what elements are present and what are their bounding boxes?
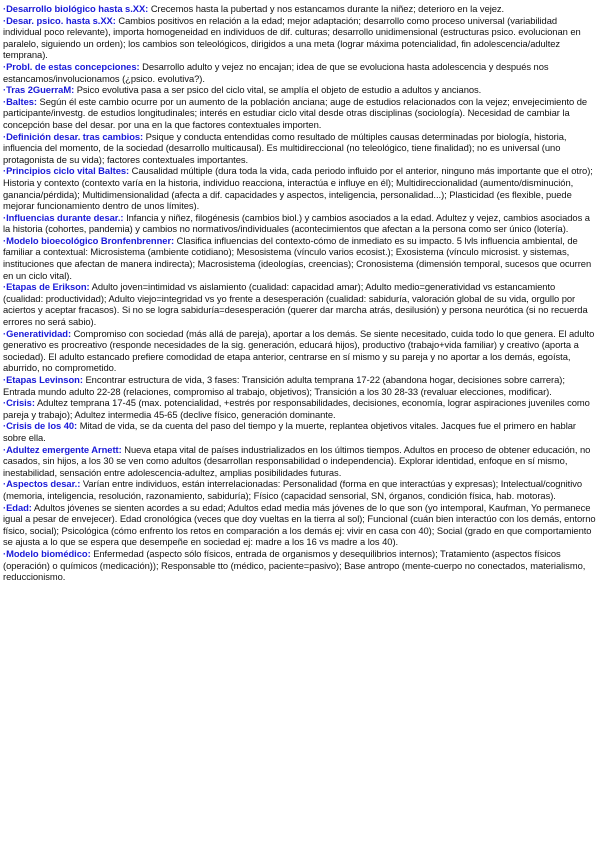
entry-term: ·Baltes: [3, 95, 37, 107]
entry-text: Compromiso con sociedad (más allá de pareja), aportar a los demás. Se siente necesitado, cuida todo lo que genera. El adulto generativo es procreativo (responde necesidades de la sig. generación, educará hijos), productivo (trabajo+vida familiar) y creativo (aporta a sociedad). El adulto estancado prefiere comodidad de etapa anterior, centrarse en sí mismo y su pareja y no aportar a los demás, egoísta, aburrido, no comprometido. [3, 327, 595, 374]
entry-crisis-40 [3, 420, 597, 443]
entry-text: Clasifica influencias del contexto-cómo de inmediato es su impacto. 5 lvls influencia ambiental, de familiar a contextual: Microsistema (ambiente cotidiano); Mesosistema (vínculo varios ecosist.); Exosistema (vínculo microsist. y sistemas, instituciones que afectan de manera indirecta); Macrosistema (ideologías, creencias); Cronosistema (dimensión temporal, sucesos que ocurren en un ciclo vital). [3, 234, 592, 281]
entry-term: ·Adultez emergente Arnett: [3, 443, 122, 455]
entry-text: Causalidad múltiple (dura toda la vida, cada periodo influido por el anterior, ninguno más importante que el otro); Historia y contexto (contexto varía en la historia, individuo reacciona, interactúa e influye en él); Multidireccionalidad (aumento/disminución, ganancia/pérdida); Multidimensionalidad (afecta a dif. capacidades y aspectos, inteligencia, personalidad...); Plasticidad (es flexible, puede mejorar funcionamiento dentro de unos límites). [3, 165, 593, 212]
entry-text: Según él este cambio ocurre por un aumento de la población anciana; auge de estudios relacionados con la vejez; envejecimiento de participante/investg. de estudios longitudinales; interés en estudiar ciclo vital desde otras disciplinas (sociología). Necesidad de cambiar la concepción base del desar. por una en la que factores contextuales importen. [3, 95, 588, 130]
entry-text: Infancia y niñez, filogénesis (cambios biol.) y cambios asociados a la edad. Adultez y vejez, cambios asociados a la historia (cohortes, pandemia) y cambios no normativos/individuales (acontecimientos que afectan a la persona como ser único (lotería). [3, 211, 590, 235]
entry-term: ·Principios ciclo vital Baltes: [3, 165, 130, 177]
entry-text: Encontrar estructura de vida, 3 fases: Transición adulta temprana 17-22 (abandona hogar, decisiones sobre carrera); Entrada mundo adulto 22-28 (relaciones, compromiso al trabajo, objetivos); Transición a los 30 28-33 (revaluar elecciones, modificar). [3, 374, 565, 397]
entry-modelo-biomedico [3, 548, 597, 583]
entry-erikson [3, 281, 597, 327]
entry-text: Cambios positivos en relación a la edad; mejor adaptación; desarrollo como proceso universal (variabilidad individual poco relevante), importa homogeneidad en individuos de dif. culturas; desarrollo unidimensional (estructuras psico. evolucionan en paralelo, siguiendo un orden); los cambios son teleológicos, dirigidos a una meta (lograr máxima potencialidad, fin adolescencia/adultez temprana). [3, 14, 581, 61]
entry-desarrollo-biologico [3, 3, 597, 15]
entry-text: Psico evolutiva pasa a ser psico del ciclo vital, se amplía el objeto de estudio a adultos y ancianos. [74, 84, 482, 96]
entry-crisis [3, 397, 597, 420]
entry-term: ·Crisis de los 40: [3, 420, 78, 432]
entry-text: Mitad de vida, se da cuenta del paso del tiempo y la muerte, replantea objetivos vitales. Jacques fue el primero en hablar sobre ella. [3, 420, 576, 443]
entry-term: ·Edad: [3, 501, 32, 513]
entry-definicion-desar [3, 131, 597, 166]
entry-text: Adultez temprana 17-45 (max. potencialidad, +estrés por responsabilidades, decisiones, economía, lograr aspiraciones juveniles como pareja y trabajo); Adultez intermedia 45-65 (declive físico, generación dominante. [3, 397, 590, 420]
entry-edad [3, 502, 597, 548]
entry-term: ·Generatividad: [3, 327, 72, 339]
entry-text: Adultos jóvenes se sienten acordes a su edad; Adultos edad media más jóvenes de lo que son (yo intemporal, Kaufman, Yo permanece igual a pesar de envejecer). Edad cronológica (veces que doy vueltas en la tierra al sol); Funcional (cuán bien interactúo con los demás, entorno físico, social); Psicológica (cómo enfrento los retos en comparación a los demás ej: vivir en casa con 40); Social (grado en que comportamiento se ajusta a lo que se espera que desempeñe en sociedad ej: madre a los 16 vs madre a los 40). [3, 501, 596, 548]
entry-text: Nueva etapa vital de países industrializados en los últimos tiempos. Adultos en proceso de obtener educación, no casados, sin hijos, a los 30 se ven como adultos (desarrollan responsabilidad o independencia). Explorar identidad, enfoque en sí mismo, inestabilidad, sensación entre adolescencia-adultez, amplias posibilidades futuras. [3, 443, 591, 478]
entry-text: Crecemos hasta la pubertad y nos estancamos durante la niñez; deterioro en la vejez. [148, 3, 505, 14]
entry-text: Enfermedad (aspecto sólo físicos, entrada de organismos y desequilibrios internos); Tratamiento (aspectos físicos (operación) o químicos (medicación)); Responsable tto (médico, paciente=pasivo); Base antropo (mente-cuerpo no conectados, materialismo, reduccionismo. [3, 547, 586, 583]
entry-bronfenbrenner [3, 235, 597, 281]
entry-term: ·Probl. de estas concepciones: [3, 60, 140, 72]
entry-term: ·Aspectos desar.: [3, 478, 81, 490]
entry-levinson [3, 374, 597, 397]
entry-text: Adulto joven=intimidad vs aislamiento (cualidad: capacidad amar); Adulto medio=generatividad vs estancamiento (cualidad: productividad); Adulto viejo=integridad vs yo frente a desesperación (cualidad: sabiduría, valoración global de su vida, orgullo por aciertos y aceptar fracasos). Si no se logra sabiduría=desesperación (querer dar marcha atrás, desilusión) y persona neurótica (si no recuerda errores no será sabio). [3, 281, 588, 328]
entry-term: ·Definición desar. tras cambios: [3, 130, 144, 142]
entry-term: ·Desar. psico. hasta s.XX: [3, 14, 116, 26]
entry-influencias [3, 212, 597, 235]
entry-text: Varían entre individuos, están interrelacionadas: Personalidad (forma en que interactúas y expresas); Intelectual/cognitivo (memoria, inteligencia, resolución, razonamiento, sabiduría); Físico (capacidad sensorial, SN, órganos, condición física, hab. motoras). [3, 478, 583, 501]
entry-generatividad [3, 328, 597, 374]
entry-arnett [3, 444, 597, 479]
entry-term: ·Influencias durante desar.: [3, 211, 124, 223]
entry-problemas-concepciones [3, 61, 597, 84]
entry-term: ·Etapas de Erikson: [3, 281, 90, 293]
entry-term: ·Modelo bioecológico Bronfenbrenner: [3, 234, 175, 246]
entry-principios-baltes [3, 165, 597, 211]
entry-term: ·Etapas Levinson: [3, 374, 83, 385]
entry-term: ·Modelo biomédico: [3, 547, 91, 559]
entry-tras-guerra [3, 84, 597, 96]
entry-term: ·Tras 2GuerraM: [3, 84, 75, 96]
entry-term: ·Desarrollo biológico hasta s.XX: [3, 3, 149, 14]
entry-text: Desarrollo adulto y vejez no encajan; idea de que se evoluciona hasta adolescencia y después nos estancamos/involucionamos (¿psico. evolutiva?). [3, 60, 549, 84]
entry-desar-psico [3, 15, 597, 61]
entry-term: ·Crisis: [3, 397, 35, 409]
entry-baltes [3, 96, 597, 131]
entry-aspectos-desar [3, 478, 597, 501]
entry-text: Psique y conducta entendidas como resultado de múltiples causas determinadas por biología, historia, influencia del momento, de la sociedad (desarrollo multicausal). Es multidireccional (no teleológico, tiene finalidad); no es universal (uno protagonista de su vida); factores contextuales importantes. [3, 130, 567, 165]
